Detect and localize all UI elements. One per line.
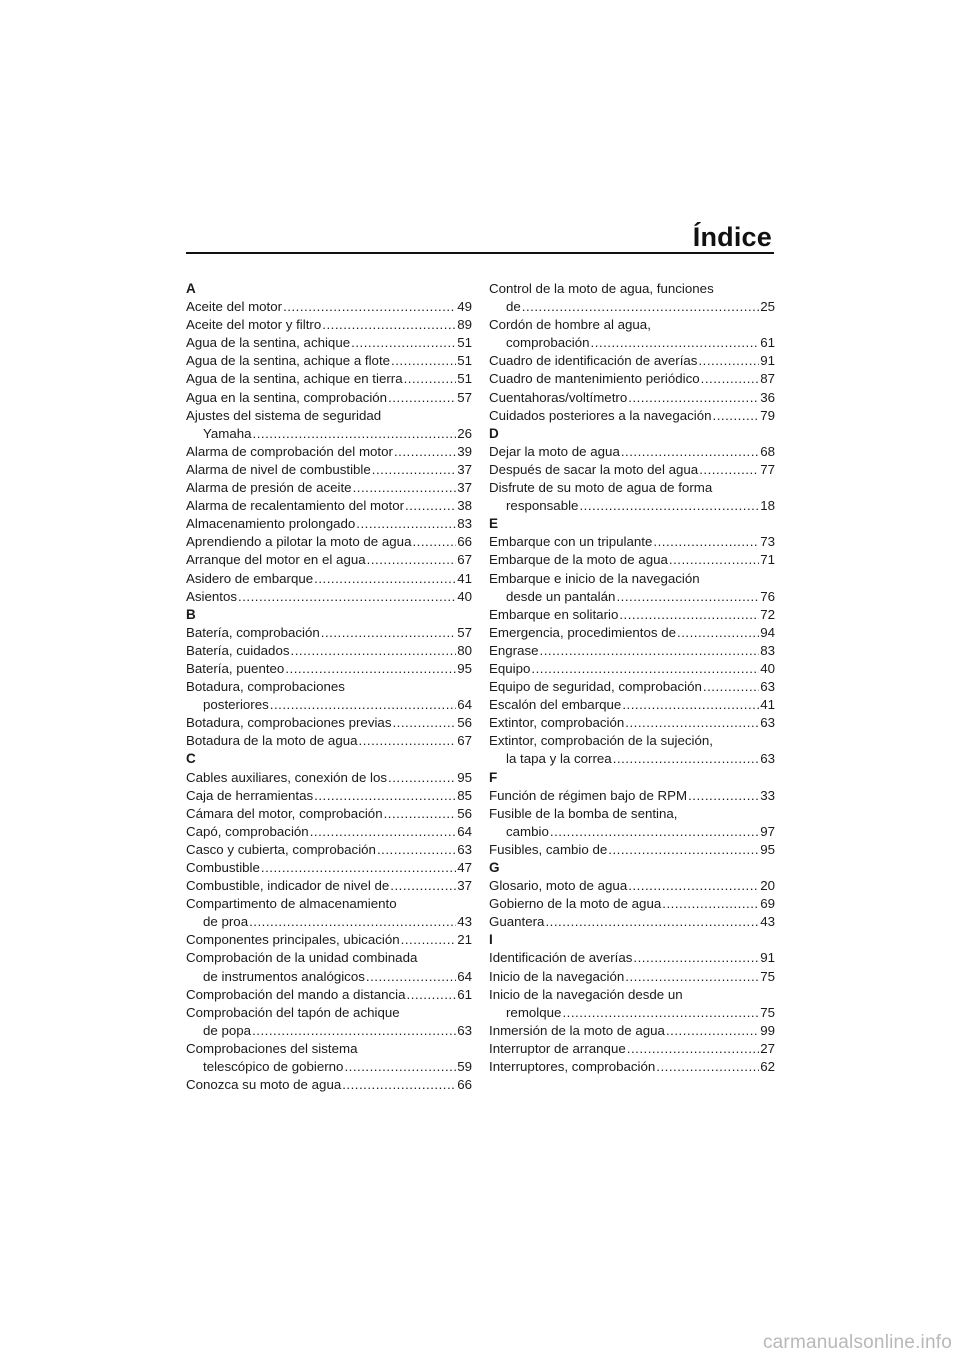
index-entry — [186, 877, 472, 895]
dot-leader — [391, 352, 456, 370]
index-entry — [489, 787, 775, 805]
index-page-number: 66 — [457, 534, 472, 550]
index-page-number: 25 — [760, 299, 775, 315]
index-entry-text: Gobierno de la moto de agua — [489, 896, 662, 912]
dot-leader — [359, 732, 457, 750]
index-page-number: 89 — [457, 317, 472, 333]
dot-leader — [314, 787, 456, 805]
dot-leader — [321, 624, 456, 642]
index-page-number: 27 — [760, 1040, 775, 1056]
index-entry — [489, 986, 775, 1022]
dot-leader — [377, 841, 456, 859]
index-entry-text: Asidero de embarque — [186, 570, 314, 586]
index-entry-text: Yamaha — [203, 425, 252, 441]
index-entry-text: Extintor, comprobación de la sujeción, — [489, 733, 713, 749]
index-entry — [489, 805, 775, 841]
dot-leader — [388, 769, 456, 787]
dot-leader — [616, 588, 759, 606]
dot-leader — [342, 1076, 456, 1094]
index-entry — [186, 823, 472, 841]
index-entry-text: posteriores — [203, 697, 269, 713]
index-page-number: 51 — [457, 335, 472, 351]
dot-leader — [627, 1040, 759, 1058]
index-entry-text: Cuidados posteriores a la navegación — [489, 407, 712, 423]
dot-leader — [579, 497, 759, 515]
dot-leader — [291, 642, 457, 660]
index-entry — [186, 787, 472, 805]
dot-leader — [384, 805, 457, 823]
index-entry-text: comprobación — [506, 335, 590, 351]
index-page-number: 99 — [760, 1022, 775, 1038]
dot-leader — [344, 1058, 456, 1076]
dot-leader — [390, 877, 456, 895]
index-entry-text: Identificación de averías — [489, 950, 633, 966]
index-page-number: 87 — [760, 371, 775, 387]
index-page-number: 33 — [760, 787, 775, 803]
index-entry — [489, 949, 775, 967]
index-letter-heading: A — [186, 281, 196, 296]
dot-leader — [625, 714, 759, 732]
dot-leader — [253, 425, 457, 443]
dot-leader — [608, 841, 759, 859]
dot-leader — [367, 551, 457, 569]
index-entry-text: Botadura, comprobaciones previas — [186, 715, 392, 731]
index-page-number: 56 — [457, 805, 472, 821]
index-entry-text: responsable — [506, 498, 579, 514]
dot-leader — [619, 606, 759, 624]
index-entry-text: Alarma de nivel de combustible — [186, 461, 371, 477]
index-entry — [186, 588, 472, 606]
index-entry-text: Equipo — [489, 660, 531, 676]
index-entry — [186, 1040, 472, 1076]
index-entry-text: Batería, puenteo — [186, 660, 285, 676]
index-page-number: 43 — [457, 914, 472, 930]
index-entry — [186, 461, 472, 479]
index-entry — [489, 570, 775, 606]
index-entry — [489, 895, 775, 913]
index-page-number: 77 — [760, 461, 775, 477]
index-entry-text: Comprobación de la unidad combinada — [186, 950, 418, 966]
index-entry-text: Extintor, comprobación — [489, 715, 625, 731]
index-page-number: 18 — [760, 498, 775, 514]
index-page-number: 39 — [457, 443, 472, 459]
index-entry — [186, 1004, 472, 1040]
dot-leader — [285, 660, 456, 678]
index-page-number: 63 — [457, 841, 472, 857]
index-entry — [186, 642, 472, 660]
dot-leader — [531, 660, 759, 678]
index-page-number: 97 — [760, 823, 775, 839]
index-letter-heading: B — [186, 606, 196, 622]
index-entry-text: Agua de la sentina, achique a flote — [186, 353, 391, 369]
index-page-number: 51 — [457, 353, 472, 369]
index-entry-text: Cordón de hombre al agua, — [489, 317, 651, 333]
index-entry — [489, 624, 775, 642]
index-page-number: 64 — [457, 823, 472, 839]
index-entry — [186, 570, 472, 588]
dot-leader — [669, 551, 759, 569]
index-entry-text: Aprendiendo a pilotar la moto de agua — [186, 534, 412, 550]
index-page-number: 85 — [457, 787, 472, 803]
index-entry — [489, 370, 775, 388]
index-entry — [186, 660, 472, 678]
index-entry-text: Botadura de la moto de agua — [186, 733, 358, 749]
dot-leader — [622, 696, 759, 714]
dot-leader — [407, 986, 457, 1004]
dot-leader — [310, 823, 457, 841]
index-entry — [186, 370, 472, 388]
index-entry — [489, 732, 775, 768]
index-page-number: 64 — [457, 697, 472, 713]
index-column-left — [186, 280, 472, 1094]
index-page-number: 57 — [457, 624, 472, 640]
index-page-number: 67 — [457, 733, 472, 749]
dot-leader — [633, 949, 759, 967]
index-entry-text: Escalón del embarque — [489, 697, 622, 713]
index-page-number: 59 — [457, 1059, 472, 1075]
index-entry-text: telescópico de gobierno — [203, 1059, 344, 1075]
index-entry — [186, 334, 472, 352]
index-entry — [489, 606, 775, 624]
index-page-number: 63 — [760, 679, 775, 695]
dot-leader — [356, 515, 456, 533]
dot-leader — [562, 1004, 759, 1022]
index-entry — [186, 443, 472, 461]
index-entry — [489, 877, 775, 895]
index-page-number: 68 — [760, 443, 775, 459]
dot-leader — [412, 533, 456, 551]
index-entry — [489, 479, 775, 515]
dot-leader — [283, 298, 456, 316]
dot-leader — [322, 316, 456, 334]
index-entry-text: Comprobación del tapón de achique — [186, 1004, 400, 1020]
index-entry-text: desde un pantalán — [506, 588, 616, 604]
dot-leader — [698, 352, 759, 370]
index-entry — [186, 986, 472, 1004]
index-entry-text: Disfrute de su moto de agua de forma — [489, 480, 713, 496]
index-entry — [186, 1076, 472, 1094]
index-entry-text: Interruptores, comprobación — [489, 1059, 656, 1075]
index-entry — [489, 407, 775, 425]
index-entry — [489, 913, 775, 931]
index-entry-text: Equipo de seguridad, comprobación — [489, 679, 702, 695]
dot-leader — [653, 533, 759, 551]
index-entry-text: Cuentahoras/voltímetro — [489, 389, 628, 405]
index-entry — [186, 841, 472, 859]
index-entry-text: Inicio de la navegación desde un — [489, 986, 683, 1002]
index-entry-text: de — [506, 299, 521, 315]
index-entry-text: Batería, cuidados — [186, 642, 290, 658]
index-page-number: 76 — [760, 588, 775, 604]
index-page-number: 95 — [457, 769, 472, 785]
index-entry — [186, 515, 472, 533]
index-entry — [186, 949, 472, 985]
dot-leader — [392, 714, 456, 732]
index-entry — [489, 389, 775, 407]
index-entry-text: Aceite del motor — [186, 299, 283, 315]
index-page-number: 57 — [457, 389, 472, 405]
dot-leader — [540, 642, 760, 660]
index-entry — [489, 968, 775, 986]
index-entry-text: Fusibles, cambio de — [489, 841, 608, 857]
index-entry-text: Asientos — [186, 588, 237, 604]
index-entry-text: Arranque del motor en el agua — [186, 552, 366, 568]
index-page-number: 20 — [760, 878, 775, 894]
index-page-number: 80 — [457, 642, 472, 658]
index-entry-text: Conozca su moto de agua — [186, 1077, 342, 1093]
dot-leader — [372, 461, 456, 479]
index-page-number: 71 — [760, 552, 775, 568]
index-entry — [186, 678, 472, 714]
index-entry-text: Comprobaciones del sistema — [186, 1040, 358, 1056]
index-page-number: 83 — [760, 642, 775, 658]
index-page-number: 37 — [457, 480, 472, 496]
dot-leader — [656, 1058, 759, 1076]
index-entry-text: Emergencia, procedimientos de — [489, 624, 676, 640]
index-entry-text: remolque — [506, 1004, 562, 1020]
index-entry — [186, 714, 472, 732]
index-entry-text: Comprobación del mando a distancia — [186, 986, 406, 1002]
index-entry-text: Aceite del motor y filtro — [186, 317, 322, 333]
index-page-number: 69 — [760, 896, 775, 912]
index-entry-text: Almacenamiento prolongado — [186, 516, 356, 532]
index-entry-text: Combustible, indicador de nivel de — [186, 878, 390, 894]
dot-leader — [662, 895, 759, 913]
page-title: Índice — [692, 222, 772, 252]
dot-leader — [613, 750, 760, 768]
index-page-number: 49 — [457, 299, 472, 315]
dot-leader — [388, 389, 456, 407]
dot-leader — [351, 334, 456, 352]
index-entry-text: Agua de la sentina, achique — [186, 335, 351, 351]
index-entry — [489, 660, 775, 678]
dot-leader — [314, 570, 456, 588]
index-entry — [186, 805, 472, 823]
watermark-text: carmanualsonline.info — [762, 1332, 952, 1353]
index-entry-text: Engrase — [489, 642, 539, 658]
index-page-number: 95 — [457, 660, 472, 676]
index-entry-text: de popa — [203, 1022, 252, 1038]
index-entry-text: Fusible de la bomba de sentina, — [489, 805, 678, 821]
index-page-number: 63 — [457, 1022, 472, 1038]
index-page-number: 83 — [457, 516, 472, 532]
index-entry — [489, 461, 775, 479]
index-page-number: 37 — [457, 878, 472, 894]
index-entry — [489, 551, 775, 569]
index-page-number: 38 — [457, 498, 472, 514]
index-column-right — [489, 280, 775, 1076]
index-entry-text: Batería, comprobación — [186, 624, 320, 640]
index-entry-text: Glosario, moto de agua — [489, 878, 628, 894]
dot-leader — [401, 931, 457, 949]
dot-leader — [394, 443, 456, 461]
index-entry — [489, 1022, 775, 1040]
index-page-number: 41 — [457, 570, 472, 586]
dot-leader — [545, 913, 759, 931]
index-entry-text: Embarque con un tripulante — [489, 534, 653, 550]
title-rule — [186, 252, 774, 254]
index-page-number: 75 — [760, 1004, 775, 1020]
index-entry — [186, 732, 472, 750]
index-entry-text: Agua en la sentina, comprobación — [186, 389, 388, 405]
dot-leader — [699, 461, 759, 479]
index-entry — [186, 859, 472, 877]
index-entry-text: Componentes principales, ubicación — [186, 932, 400, 948]
index-entry — [489, 533, 775, 551]
index-entry-text: Agua de la sentina, achique en tierra — [186, 371, 403, 387]
index-entry — [186, 479, 472, 497]
dot-leader — [628, 389, 759, 407]
index-page-number: 26 — [457, 425, 472, 441]
index-entry-text: de instrumentos analógicos — [203, 968, 365, 984]
index-entry — [186, 769, 472, 787]
index-page-number: 67 — [457, 552, 472, 568]
index-page-number: 63 — [760, 751, 775, 767]
index-letter-heading: E — [489, 516, 499, 532]
index-entry-text: Guantera — [489, 914, 545, 930]
index-entry-text: Combustible — [186, 860, 260, 875]
index-entry — [489, 316, 775, 352]
index-page-number: 63 — [760, 715, 775, 731]
index-entry-text: Embarque en solitario — [489, 606, 619, 622]
index-entry — [489, 352, 775, 370]
index-entry — [489, 696, 775, 714]
index-entry — [186, 298, 472, 316]
index-entry — [489, 841, 775, 859]
index-entry — [186, 895, 472, 931]
index-page-number: 91 — [760, 353, 775, 369]
index-page-number: 95 — [760, 841, 775, 857]
index-entry-text: de proa — [203, 914, 249, 930]
index-entry-text: Cámara del motor, comprobación — [186, 805, 383, 821]
dot-leader — [366, 968, 456, 986]
dot-leader — [621, 443, 759, 461]
dot-leader — [701, 370, 760, 388]
dot-leader — [261, 859, 456, 877]
index-page-number: 36 — [760, 389, 775, 405]
index-entry-text: Alarma de presión de aceite — [186, 480, 352, 496]
index-entry-text: Dejar la moto de agua — [489, 443, 620, 459]
index-entry-text: cambio — [506, 823, 549, 839]
dot-leader — [625, 968, 759, 986]
index-letter-heading: G — [489, 860, 500, 875]
index-entry-text: Alarma de comprobación del motor — [186, 443, 393, 459]
index-page-number: 43 — [760, 914, 775, 930]
index-entry — [489, 1040, 775, 1058]
index-entry-text: Ajustes del sistema de seguridad — [186, 407, 382, 423]
index-entry-text: Caja de herramientas — [186, 787, 314, 803]
index-entry-text: Botadura, comprobaciones — [186, 679, 345, 695]
index-page-number: 61 — [457, 986, 472, 1002]
index-entry-text: Casco y cubierta, comprobación — [186, 841, 376, 857]
index-entry-text: Capó, comprobación — [186, 823, 309, 839]
index-page-number: 51 — [457, 371, 472, 387]
index-entry — [186, 407, 472, 443]
index-letter-heading: C — [186, 751, 196, 767]
index-page-number: 64 — [457, 968, 472, 984]
index-letter-heading: D — [489, 425, 499, 441]
index-entry — [489, 714, 775, 732]
index-entry — [489, 280, 775, 316]
index-page-number: 91 — [760, 950, 775, 966]
index-page-number: 62 — [760, 1059, 775, 1075]
dot-leader — [404, 370, 457, 388]
index-page-number: 61 — [760, 335, 775, 351]
index-entry-text: Cuadro de mantenimiento periódico — [489, 371, 700, 387]
index-page-number: 40 — [760, 660, 775, 676]
index-letter-heading: I — [489, 932, 493, 948]
dot-leader — [550, 823, 759, 841]
index-entry — [489, 1058, 775, 1076]
index-page-number: 41 — [760, 697, 775, 713]
dot-leader — [405, 497, 456, 515]
index-page-number: 72 — [760, 606, 775, 622]
index-entry — [186, 931, 472, 949]
dot-leader — [252, 1022, 456, 1040]
index-entry-text: Función de régimen bajo de RPM — [489, 787, 688, 803]
dot-leader — [666, 1022, 759, 1040]
index-entry-text: Embarque e inicio de la navegación — [489, 570, 700, 586]
index-entry-text: Cables auxiliares, conexión de los — [186, 769, 388, 785]
dot-leader — [353, 479, 457, 497]
index-entry-text: Embarque de la moto de agua — [489, 552, 668, 568]
index-entry — [489, 443, 775, 461]
index-page-number: 73 — [760, 534, 775, 550]
dot-leader — [703, 678, 759, 696]
index-entry-text: Cuadro de identificación de averías — [489, 353, 698, 369]
index-entry — [489, 678, 775, 696]
index-entry-text: Después de sacar la moto del agua — [489, 461, 699, 477]
index-page-number: 37 — [457, 461, 472, 477]
dot-leader — [591, 334, 760, 352]
index-entry — [186, 352, 472, 370]
index-entry-text: Inicio de la navegación — [489, 968, 625, 984]
index-entry-text: la tapa y la correa — [506, 751, 612, 767]
index-entry — [186, 316, 472, 334]
index-page-number: 79 — [760, 407, 775, 423]
index-entry-text: Interruptor de arranque — [489, 1040, 626, 1056]
dot-leader — [249, 913, 456, 931]
index-entry — [186, 551, 472, 569]
index-entry — [186, 624, 472, 642]
index-page-number: 66 — [457, 1077, 472, 1093]
dot-leader — [677, 624, 759, 642]
dot-leader — [628, 877, 759, 895]
index-page-number: 21 — [457, 932, 472, 948]
index-entry — [186, 389, 472, 407]
index-entry — [489, 642, 775, 660]
index-entry-text: Inmersión de la moto de agua — [489, 1022, 665, 1038]
index-page-number: 40 — [457, 588, 472, 604]
index-page-number: 94 — [760, 624, 775, 640]
dot-leader — [522, 298, 759, 316]
index-entry — [186, 533, 472, 551]
index-page-number: 47 — [457, 860, 472, 875]
index-entry — [186, 497, 472, 515]
dot-leader — [688, 787, 759, 805]
dot-leader — [238, 588, 456, 606]
index-letter-heading: F — [489, 769, 498, 785]
index-entry-text: Compartimento de almacenamiento — [186, 896, 397, 912]
index-page-number: 56 — [457, 715, 472, 731]
index-page-number: 75 — [760, 968, 775, 984]
index-entry-text: Control de la moto de agua, funciones — [489, 281, 714, 296]
index-entry-text: Alarma de recalentamiento del motor — [186, 498, 405, 514]
dot-leader — [713, 407, 760, 425]
dot-leader — [270, 696, 456, 714]
